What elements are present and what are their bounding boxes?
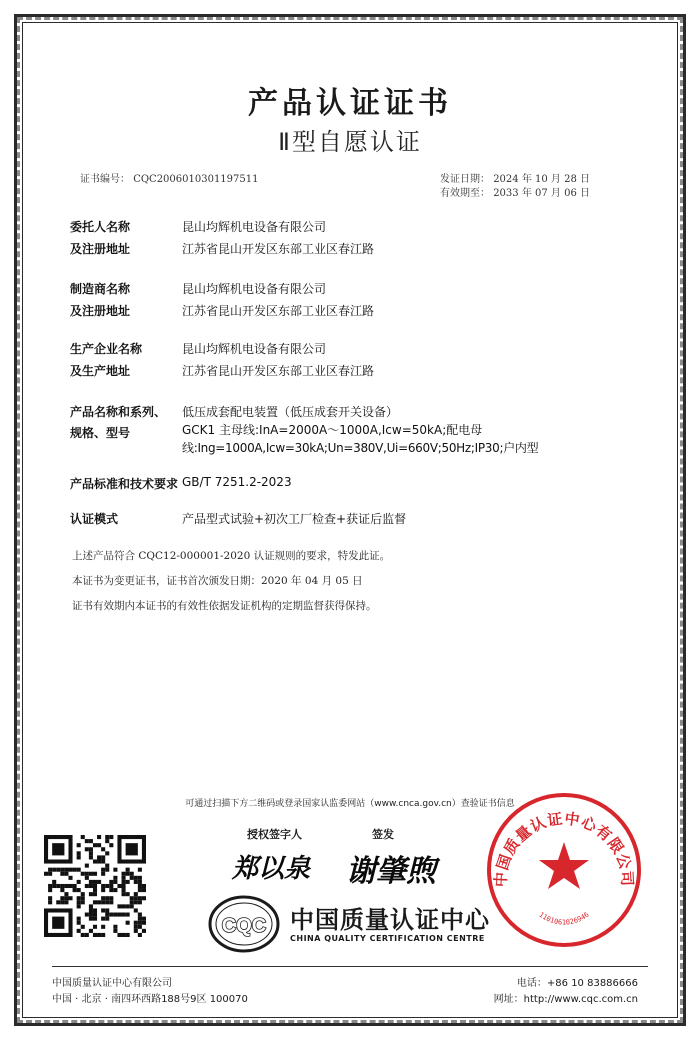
footer-website[interactable]: 网址：http://www.cqc.com.cn [493, 994, 638, 1005]
mode-value: 产品型式试验+初次工厂检查+获证后监督 [182, 512, 407, 526]
footer-company: 中国质量认证中心有限公司 [52, 978, 172, 989]
mode-label: 认证模式 [70, 512, 119, 526]
valid-date-label: 有效期至： [440, 188, 490, 199]
cqc-logo-icon [206, 894, 282, 954]
cert-number-value: CQC2006010301197511 [133, 174, 259, 185]
product-label-1: 产品名称和系列、 [70, 405, 167, 419]
logo-text: CQC [221, 915, 267, 937]
paragraph-compliance: 上述产品符合 CQC12-000001-2020 认证规则的要求，特发此证。 [72, 550, 391, 562]
maker-address: 江苏省昆山开发区东部工业区春江路 [182, 304, 375, 318]
signature-2: 谢肇煦 [346, 854, 436, 889]
signature-1: 郑以泉 [232, 854, 311, 884]
factory-label-1: 生产企业名称 [70, 342, 143, 356]
cert-number-label: 证书编号： [80, 174, 130, 185]
issue-date-row [440, 170, 590, 185]
cert-number-row [80, 170, 259, 185]
qr-code[interactable] [44, 835, 146, 937]
client-name: 昆山均辉机电设备有限公司 [182, 220, 327, 234]
signatory-label: 授权签字人 [247, 828, 302, 841]
valid-date-row [440, 184, 590, 199]
client-label-2: 及注册地址 [70, 242, 131, 256]
product-line-1: 低压成套配电装置（低压成套开关设备） [182, 405, 399, 419]
factory-address: 江苏省昆山开发区东部工业区春江路 [182, 364, 375, 378]
paragraph-validity: 证书有效期内本证书的有效性依据发证机构的定期监督获得保持。 [72, 600, 377, 612]
factory-label-2: 及生产地址 [70, 364, 131, 378]
footer-divider [52, 966, 648, 967]
product-line-2: GCK1 主母线:InA=2000A～1000A,Icw=50kA;配电母 [182, 423, 483, 437]
paragraph-change: 本证书为变更证书，证书首次颁发日期：2020 年 04 月 05 日 [72, 575, 363, 587]
client-label-1: 委托人名称 [70, 220, 131, 234]
maker-label-1: 制造商名称 [70, 282, 131, 296]
issue-date-value: 2024 年 10 月 28 日 [493, 174, 590, 185]
standard-label: 产品标准和技术要求 [70, 477, 179, 491]
footer-phone: 电话：+86 10 83886666 [516, 978, 638, 989]
standard-value: GB/T 7251.2-2023 [182, 475, 292, 489]
maker-label-2: 及注册地址 [70, 304, 131, 318]
verify-instructions: 可通过扫描下方二维码或登录国家认监委网站（www.cnca.gov.cn）查验证书信息 [185, 799, 515, 809]
seal-text: 中国质量认证中心有限公司 [491, 809, 637, 888]
certificate-title: 产品认证证书 [248, 86, 452, 121]
factory-name: 昆山均辉机电设备有限公司 [182, 342, 327, 356]
issuer-label: 签发 [372, 828, 394, 841]
org-name-en: CHINA QUALITY CERTIFICATION CENTRE [290, 934, 485, 943]
official-seal-icon [484, 790, 644, 950]
valid-date-value: 2033 年 07 月 06 日 [493, 188, 590, 199]
seal-number: 1101061026946 [537, 910, 591, 927]
org-name-cn: 中国质量认证中心 [290, 906, 490, 934]
product-line-3: 线:Ing=1000A,Icw=30kA;Un=380V,Ui=660V;50Hz;IP30;户内型 [182, 441, 539, 455]
product-label-2: 规格、型号 [70, 426, 131, 440]
certificate-subtitle: Ⅱ型自愿认证 [278, 128, 422, 156]
svg-text:1101061026946 [537, 911, 590, 927]
client-address: 江苏省昆山开发区东部工业区春江路 [182, 242, 375, 256]
maker-name: 昆山均辉机电设备有限公司 [182, 282, 327, 296]
footer-address: 中国 · 北京 · 南四环西路188号9区 100070 [52, 994, 248, 1005]
issue-date-label: 发证日期： [440, 174, 490, 185]
